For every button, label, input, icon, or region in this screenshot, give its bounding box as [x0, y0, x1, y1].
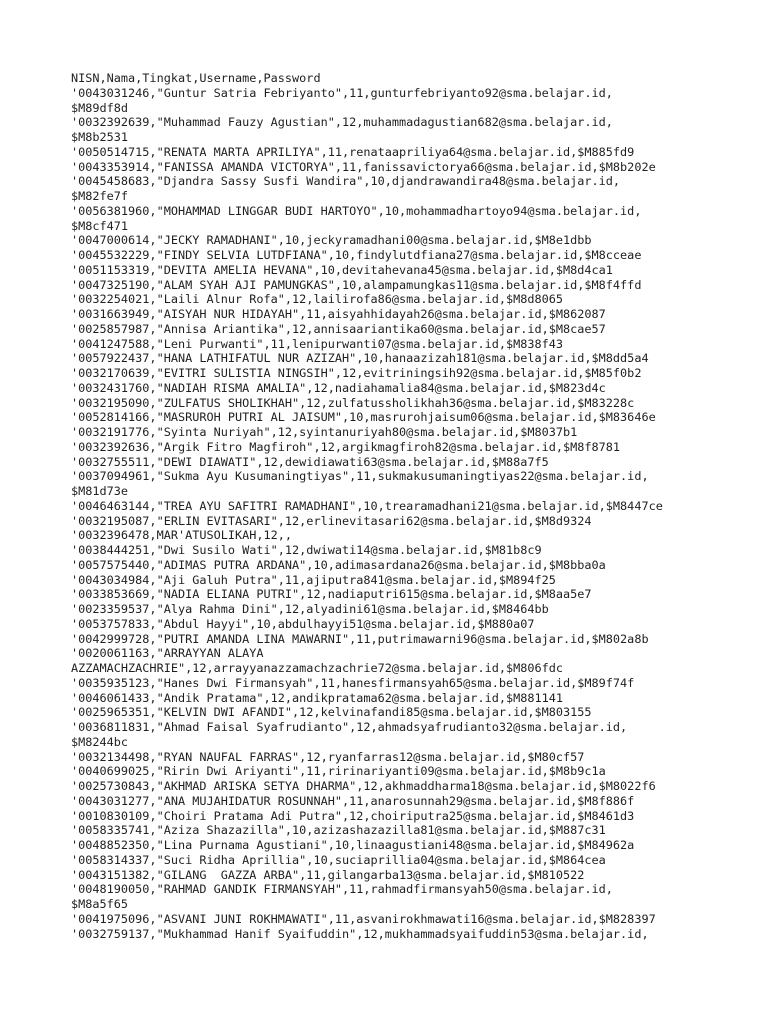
csv-text-line: $M8244bc — [71, 734, 129, 749]
csv-text-line: '0032191776,"Syinta Nuriyah",12,syintanuriyah80@sma.belajar.id,$M8037b1 — [71, 425, 578, 439]
csv-text-line: '0058335741,"Aziza Shazazilla",10,azizashazazilla81@sma.belajar.id,$M887c31 — [71, 823, 606, 838]
csv-text-line: '0047325190,"ALAM SYAH AJI PAMUNGKAS",10,alampamungkas11@sma.belajar.id,$M8f4ffd — [71, 277, 642, 292]
csv-text-line: '0043353914,"FANISSA AMANDA VICTORYA",11,fanissavictorya66@sma.belajar.id,$M8b202e — [71, 159, 656, 174]
csv-text-line: '0042999728,"PUTRI AMANDA LINA MAWARNI",11,putrimawarni96@sma.belajar.id,$M802a8b — [71, 631, 649, 646]
csv-text-line: '0058314337,"Suci Ridha Aprillia",10,suciaprillia04@sma.belajar.id,$M864cea — [71, 852, 606, 867]
csv-text-line: '0041975096,"ASVANI JUNI ROKHMAWATI",11,asvanirokhmawati16@sma.belajar.id,$M828397 — [71, 911, 656, 926]
csv-text-line: '0025965351,"KELVIN DWI AFANDI",12,kelvinafandi85@sma.belajar.id,$M803155 — [71, 705, 592, 720]
csv-text-line: '0035935123,"Hanes Dwi Firmansyah",11,hanesfirmansyah65@sma.belajar.id,$M89f74f — [71, 675, 635, 690]
csv-text-line: '0033853669,"NADIA ELIANA PUTRI",12,nadiaputri615@sma.belajar.id,$M8aa5e7 — [71, 587, 592, 602]
csv-text-line: '0040699025,"Ririn Dwi Ariyanti",11,ririnariyanti09@sma.belajar.id,$M8b9c1a — [71, 764, 606, 779]
csv-text-line: '0046061433,"Andik Pratama",12,andikpratama62@sma.belajar.id,$M881141 — [71, 690, 564, 705]
csv-text-block — [71, 71, 761, 941]
csv-text-line: '0032755511,"DEWI DIAWATI",12,dewidiawati63@sma.belajar.id,$M88a7f5 — [71, 454, 549, 469]
csv-text-line: '0025857987,"Annisa Ariantika",12,annisaariantika60@sma.belajar.id,$M8cae57 — [71, 321, 606, 336]
csv-text-line: $M89df8d — [71, 100, 129, 115]
csv-text-line: '0038444251,"Dwi Susilo Wati",12,dwiwati14@sma.belajar.id,$M81b8c9 — [71, 543, 542, 557]
csv-text-line: '0048852350,"Lina Purnama Agustiani",10,linaagustiani48@sma.belajar.id,$M84962a — [71, 838, 635, 852]
csv-text-line: '0057575440,"ADIMAS PUTRA ARDANA",10,adimasardana26@sma.belajar.id,$M8bba0a — [71, 557, 606, 572]
csv-text-line: '0057922437,"HANA LATHIFATUL NUR AZIZAH",10,hanaazizah181@sma.belajar.id,$M8dd5a4 — [71, 351, 649, 366]
csv-text-line: '0052814166,"MASRUROH PUTRI AL JAISUM",10,masrurohjaisum06@sma.belajar.id,$M83646e — [71, 410, 656, 425]
csv-text-line: '0046463144,"TREA AYU SAFITRI RAMADHANI",10,trearamadhani21@sma.belajar.id,$M8447ce — [71, 498, 663, 513]
csv-text-line: '0023359537,"Alya Rahma Dini",12,alyadini61@sma.belajar.id,$M8464bb — [71, 602, 549, 616]
csv-text-line: AZZAMACHZACHRIE",12,arrayyanazzamachzachrie72@sma.belajar.id,$M806fdc — [71, 661, 564, 675]
csv-text-line: '0036811831,"Ahmad Faisal Syafrudianto",12,ahmadsyafrudianto32@sma.belajar.id, — [71, 720, 628, 734]
csv-text-line: '0050514715,"RENATA MARTA APRILIYA",11,renataapriliya64@sma.belajar.id,$M885fd9 — [71, 144, 635, 159]
csv-text-line: '0032392636,"Argik Fitro Magfiroh",12,argikmagfiroh82@sma.belajar.id,$M8f8781 — [71, 439, 621, 454]
csv-header-line: NISN,Nama,Tingkat,Username,Password — [71, 71, 321, 85]
csv-text-line: '0037094961,"Sukma Ayu Kusumaningtiyas",11,sukmakusumaningtiyas22@sma.belajar.id, — [71, 469, 649, 484]
csv-text-line: '0032170639,"EVITRI SULISTIA NINGSIH",12,evitriningsih92@sma.belajar.id,$M85f0b2 — [71, 366, 642, 380]
csv-text-line: '0020061163,"ARRAYYAN ALAYA — [71, 646, 264, 661]
csv-text-line: '0032254021,"Laili Alnur Rofa",12,lailirofa86@sma.belajar.id,$M8d8065 — [71, 292, 564, 307]
csv-text-line: $M8a5f65 — [71, 897, 129, 911]
csv-text-line: '0051153319,"DEVITA AMELIA HEVANA",10,devitahevana45@sma.belajar.id,$M8d4ca1 — [71, 262, 613, 277]
csv-text-line: '0053757833,"Abdul Hayyi",10,abdulhayyi51@sma.belajar.id,$M880a07 — [71, 616, 535, 631]
csv-text-line: $M8cf471 — [71, 218, 129, 233]
csv-text-line: '0031663949,"AISYAH NUR HIDAYAH",11,aisyahhidayah26@sma.belajar.id,$M862087 — [71, 307, 606, 321]
csv-text-line: $M8b2531 — [71, 130, 129, 144]
csv-text-line: $M82fe7f — [71, 189, 129, 203]
csv-text-line: '0032396478,MAR'ATUSOLIKAH,12,, — [71, 528, 293, 543]
csv-text-line: '0056381960,"MOHAMMAD LINGGAR BUDI HARTOYO",10,mohammadhartoyo94@sma.belajar.id, — [71, 203, 642, 218]
csv-text-line: '0010830109,"Choiri Pratama Adi Putra",12,choiriputra25@sma.belajar.id,$M8461d3 — [71, 808, 635, 823]
csv-text-line: '0032392639,"Muhammad Fauzy Agustian",12,muhammadagustian682@sma.belajar.id, — [71, 115, 613, 130]
csv-text-line: '0025730843,"AKHMAD ARISKA SETYA DHARMA",12,akhmaddharma18@sma.belajar.id,$M8022f6 — [71, 779, 656, 793]
csv-text-line: '0045458683,"Djandra Sassy Susfi Wandira",10,djandrawandira48@sma.belajar.id, — [71, 174, 621, 189]
csv-text-line: '0043034984,"Aji Galuh Putra",11,ajiputra841@sma.belajar.id,$M894f25 — [71, 572, 556, 587]
csv-text-line: '0032759137,"Mukhammad Hanif Syaifuddin",12,mukhammadsyaifuddin53@sma.belajar.id, — [71, 926, 649, 941]
csv-text-line: '0043151382,"GILANG GAZZA ARBA",11,gilangarba13@sma.belajar.id,$M810522 — [71, 867, 585, 882]
csv-text-line: '0047000614,"JECKY RAMADHANI",10,jeckyramadhani00@sma.belajar.id,$M8e1dbb — [71, 233, 592, 248]
csv-text-line: '0048190050,"RAHMAD GANDIK FIRMANSYAH",11,rahmadfirmansyah50@sma.belajar.id, — [71, 882, 613, 897]
csv-text-line: '0041247588,"Leni Purwanti",11,lenipurwanti07@sma.belajar.id,$M838f43 — [71, 336, 564, 351]
csv-text-line: '0032195090,"ZULFATUS SHOLIKHAH",12,zulfatussholikhah36@sma.belajar.id,$M83228c — [71, 395, 635, 410]
csv-text-line: '0043031246,"Guntur Satria Febriyanto",11,gunturfebriyanto92@sma.belajar.id, — [71, 85, 613, 100]
csv-text-line: '0043031277,"ANA MUJAHIDATUR ROSUNNAH",11,anarosunnah29@sma.belajar.id,$M8f886f — [71, 793, 635, 808]
csv-text-line: '0032195087,"ERLIN EVITASARI",12,erlinevitasari62@sma.belajar.id,$M8d9324 — [71, 513, 592, 528]
csv-text-line: '0032134498,"RYAN NAUFAL FARRAS",12,ryanfarras12@sma.belajar.id,$M80cf57 — [71, 749, 585, 764]
csv-text-line: $M81d73e — [71, 484, 129, 498]
csv-text-line: '0032431760,"NADIAH RISMA AMALIA",12,nadiahamalia84@sma.belajar.id,$M823d4c — [71, 380, 606, 395]
csv-text-line: '0045532229,"FINDY SELVIA LUTDFIANA",10,findylutdfiana27@sma.belajar.id,$M8cceae — [71, 248, 642, 262]
